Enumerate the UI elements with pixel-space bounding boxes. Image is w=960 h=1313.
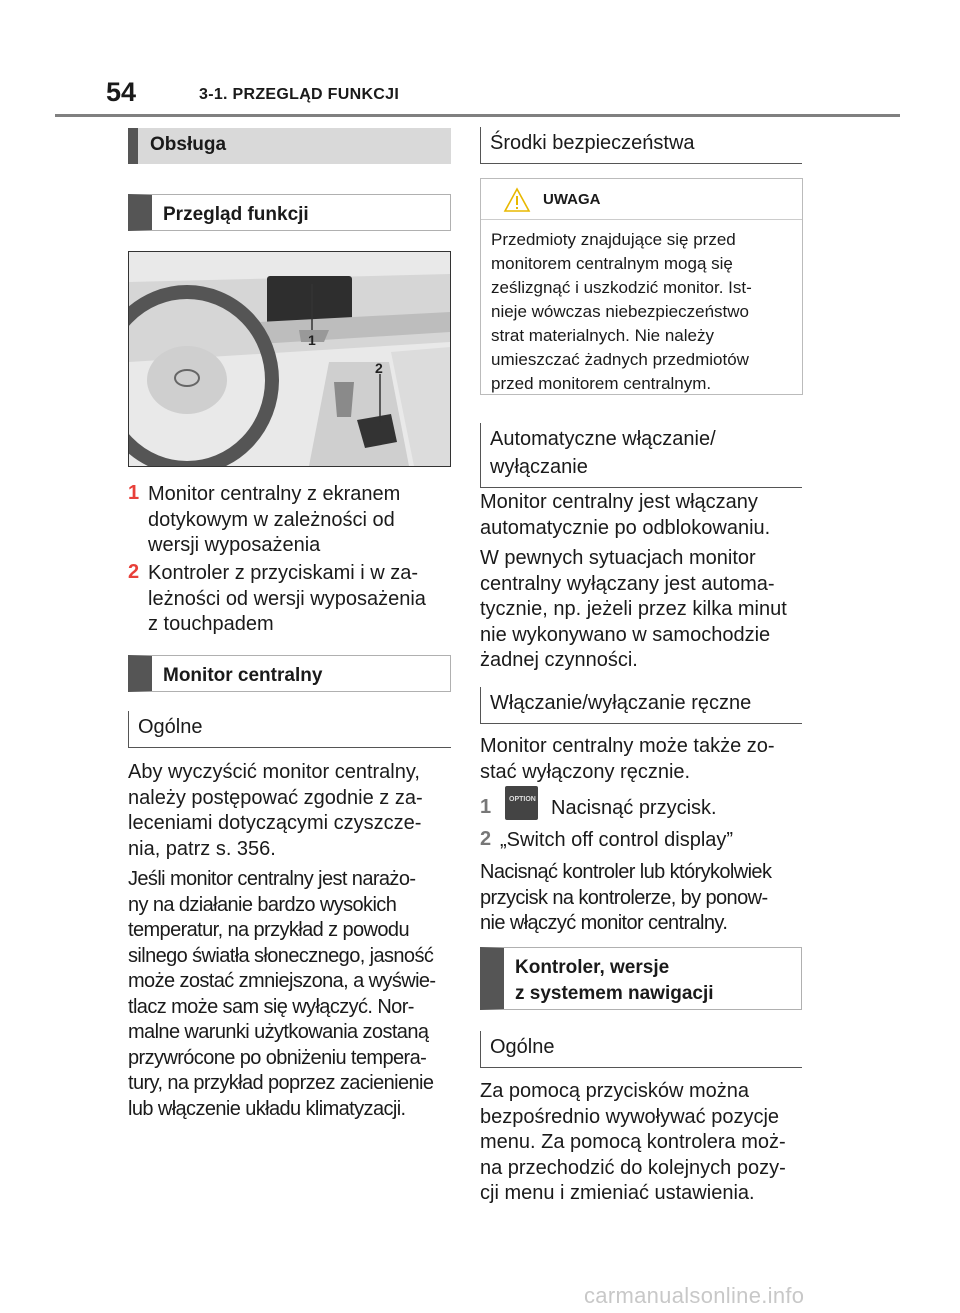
text-line: bezpośrednio wywoływać pozycje — [480, 1105, 780, 1128]
text-line: Kontroler, wersje — [515, 957, 670, 978]
step-number-2: 2 — [480, 828, 492, 850]
text-line: ny na działanie bardzo wysokich — [128, 893, 397, 916]
text-line: nie wykonywano w samochodzie — [480, 623, 771, 646]
text-line: dotykowym w zależności od — [148, 508, 395, 531]
paragraph-manual — [480, 734, 802, 785]
dashboard-illustration — [128, 251, 451, 467]
text-line: na przechodzić do kolejnych pozy- — [480, 1156, 786, 1179]
heading-obsluga: Obsługa — [128, 128, 451, 164]
figure-label-2: 2 — [375, 360, 383, 376]
text-line: monitorem centralnym mogą się — [491, 254, 733, 273]
subhead-ogolne-right: Ogólne — [480, 1031, 802, 1068]
paragraph-cleaning — [128, 760, 451, 862]
warning-text — [481, 220, 802, 396]
text-line: malne warunki użytkowania zostaną — [128, 1021, 429, 1043]
subhead-srodki-bezpieczenstwa: Środki bezpieczeństwa — [480, 127, 802, 164]
step-text-2: „Switch off control display” — [500, 829, 734, 851]
paragraph-auto-off — [480, 546, 802, 674]
text-line: Monitor centralny z ekranem — [148, 483, 401, 505]
item-number-1: 1 — [128, 482, 140, 504]
subhead-ogolne-left: Ogólne — [128, 711, 451, 748]
option-button-icon — [505, 786, 538, 820]
step-text-1: Nacisnąć przycisk. — [551, 797, 717, 819]
header-rule — [55, 114, 900, 117]
text-line: leceniami dotyczącymi czyszcze- — [128, 812, 422, 834]
watermark: carmanualsonline.info — [584, 1283, 805, 1308]
text-line: nieje wówczas niebezpieczeństwo — [491, 302, 749, 321]
text-line: wersji wyposażenia — [148, 534, 321, 556]
text-line: z touchpadem — [148, 613, 274, 635]
text-line: Jeśli monitor centralny jest narażo- — [128, 868, 416, 890]
item-monitor-description — [148, 482, 451, 559]
text-line: ześlizgnąć i uszkodzić monitor. Ist- — [491, 278, 752, 297]
text-line: Aby wyczyścić monitor centralny, — [128, 761, 420, 783]
text-line: przycisk na kontrolerze, by ponow- — [480, 886, 768, 909]
figure-label-1: 1 — [308, 332, 316, 348]
text-line: silnego światła słonecznego, jasność — [128, 944, 434, 967]
text-line: stać wyłączony ręcznie. — [480, 760, 691, 783]
text-line: centralny wyłączany jest automa- — [480, 572, 775, 595]
text-line: Nacisnąć kontroler lub którykolwiek — [480, 861, 772, 883]
warning-box — [480, 178, 803, 395]
text-line: tury, na przykład poprzez zacienienie — [128, 1072, 434, 1094]
text-line: automatycznie po odblokowaniu. — [480, 516, 771, 539]
text-line: cji menu i zmieniać ustawienia. — [480, 1182, 755, 1204]
warning-header — [481, 179, 802, 220]
option-icon-label: OPTION — [509, 796, 536, 803]
paragraph-turn-on — [480, 860, 802, 937]
text-line: Monitor centralny jest włączany — [480, 491, 758, 513]
subhead-automatyczne — [480, 423, 802, 488]
text-line: przywrócone po obniżeniu tempera- — [128, 1046, 427, 1069]
text-line: Automatyczne włączanie/ — [490, 428, 716, 450]
text-line: należy postępować zgodnie z za- — [128, 786, 423, 809]
warning-title: UWAGA — [543, 191, 601, 208]
paragraph-auto-on — [480, 490, 802, 541]
paragraph-controller — [480, 1079, 802, 1207]
paragraph-temperature — [128, 867, 451, 1122]
text-line: Za pomocą przycisków można — [480, 1080, 749, 1102]
text-line: nia, patrz s. 356. — [128, 837, 276, 860]
text-line: leżności od wersji wyposażenia — [148, 587, 426, 610]
heading-monitor-centralny: Monitor centralny — [128, 655, 451, 692]
item-number-2: 2 — [128, 561, 140, 583]
text-line: wyłączanie — [490, 456, 588, 478]
text-line: lub włączenie układu klimatyzacji. — [128, 1097, 406, 1120]
dashboard-drawing — [129, 252, 450, 466]
section-title: 3-1. PRZEGLĄD FUNKCJI — [199, 86, 400, 103]
text-line: Monitor centralny może także zo- — [480, 735, 775, 757]
text-line: z systemem nawigacji — [515, 983, 714, 1004]
text-line: tycznie, np. jeżeli przez kilka minut — [480, 598, 787, 620]
text-line: temperatur, na przykład z powodu — [128, 919, 409, 941]
text-line: przed monitorem centralnym. — [491, 374, 712, 393]
step-number-1: 1 — [480, 796, 492, 818]
heading-kontroler — [480, 947, 802, 1010]
item-controller-description — [148, 561, 451, 638]
text-line: może zostać zmniejszona, a wyświe- — [128, 970, 436, 992]
text-line: umieszczać żadnych przedmiotów — [491, 350, 749, 369]
subhead-reczne: Włączanie/wyłączanie ręczne — [480, 687, 802, 724]
text-line: Kontroler z przyciskami i w za- — [148, 562, 419, 584]
text-line: żadnej czynności. — [480, 649, 638, 671]
text-line: strat materialnych. Nie należy — [491, 326, 714, 345]
text-line: W pewnych sytuacjach monitor — [480, 547, 756, 569]
page-number: 54 — [106, 77, 137, 107]
heading-przeglad-funkcji: Przegląd funkcji — [128, 194, 451, 231]
text-line: nie włączyć monitor centralny. — [480, 912, 728, 934]
text-line: Przedmioty znajdujące się przed — [491, 230, 736, 249]
text-line: tlacz może sam się wyłączyć. Nor- — [128, 995, 414, 1018]
warning-triangle-icon — [503, 187, 531, 213]
text-line: menu. Za pomocą kontrolera moż- — [480, 1131, 786, 1153]
